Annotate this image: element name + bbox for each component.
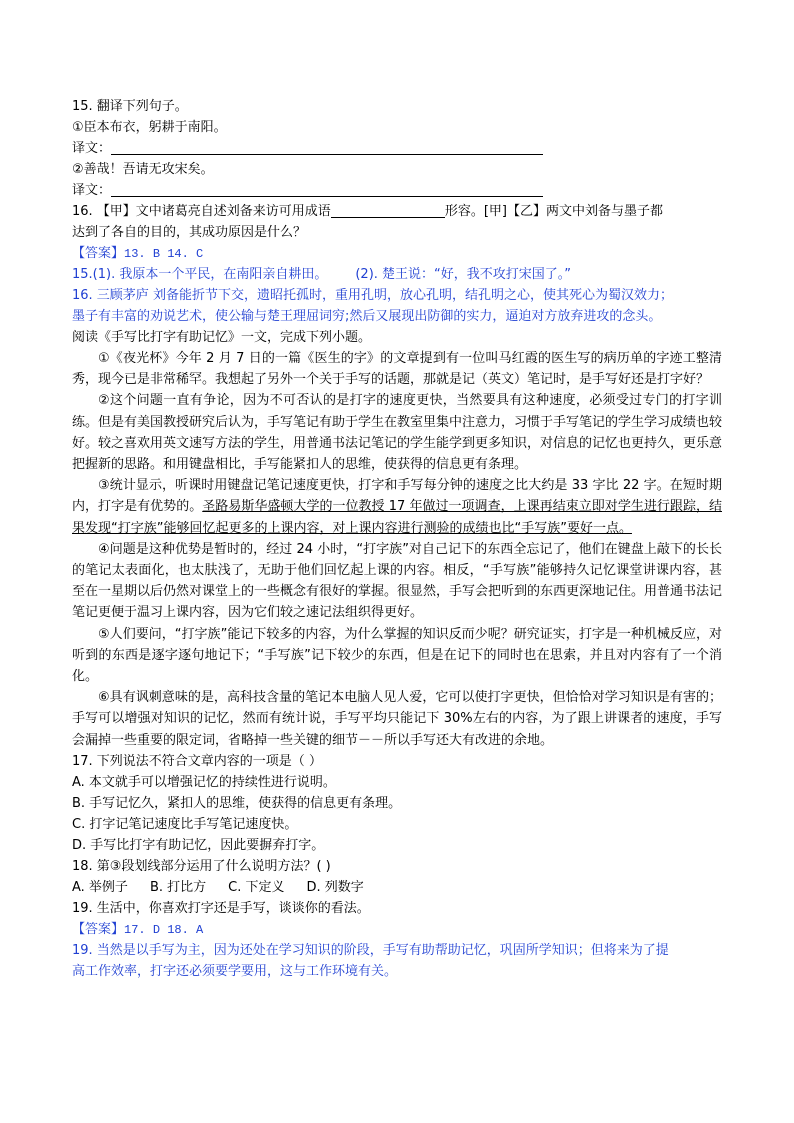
answer-blank (111, 140, 543, 155)
passage-paragraph-1: ①《夜光杯》今年 2 月 7 日的一篇《医生的字》的文章提到有一位叫马红霞的医生写的病历单的字迹工整清秀，现今已是非常稀罕。我想起了另外一个关于手写的话题，那就是记（英文）笔记时，是手写好还是打字好？ (72, 351, 722, 388)
answer-label: 【答案】 (72, 921, 125, 937)
q18-options (72, 877, 722, 898)
passage-paragraph-3: ③统计显示，听课时用键盘记笔记速度更快，打字和手写每分钟的速度之比大约是 33 字比 22 字。在短时期内，打字是有优势的。圣路易斯华盛顿大学的一位教授 17 年做过一项调查，上课再结束立即对学生进行跟踪，结果发现“打字族”能够回忆起更多的上课内容，对上课内容进行测验的成绩也比“手写族”要好一点。 (72, 478, 722, 536)
q16-line-2: 达到了各自的目的，其成功原因是什么？ (72, 225, 307, 240)
document-page (72, 96, 722, 982)
q18-option-b: B. 打比方 (149, 879, 207, 895)
passage-paragraph-4: ④问题是这种优势是暂时的，经过 24 小时，“打字族”对自己记下的东西全忘记了，他们在键盘上敲下的长长的笔记太表面化，也太肤浅了，无助于他们回忆起上课的内容。相反，“手写族”能够持久记忆课堂讲课内容，甚至在一星期以后仍然对课堂上的一些概念有很好的掌握。很显然，手写会把听到的东西更深地记住。用普通书法记笔记更便于温习上课内容，因为它们较之速记法组织得更好。 (72, 541, 723, 621)
q18-option-c: C. 下定义 (228, 879, 285, 895)
q19-title: 19. 生活中，你喜欢打字还是手写，谈谈你的看法。 (72, 900, 370, 916)
q18-option-d: D. 列数字 (306, 879, 364, 895)
passage-paragraph-5: ⑤人们要问，“打字族”能记下较多的内容，为什么掌握的知识反而少呢？研究证实，打字是一种机械反应，对听到的东西是逐字逐句地记下；“手写族”记下较少的东西，但是在记下的同时也在思索，并且对内容有了一个消化。 (72, 626, 722, 685)
answer-block-2-line-2: 19. 当然是以手写为主，因为还处在学习知识的阶段，手写有助帮助记忆，巩固所学知识；但将来为了提 (72, 942, 669, 958)
q17-title: 17. 下列说法不符合文章内容的一项是（ ） (72, 753, 322, 769)
answer-block-2-line-3: 高工作效率，打字还必须要学要用，这与工作环境有关。 (72, 963, 398, 979)
answer-block-1-line-2: 15.(1). 我原本一个平民，在南阳亲自耕田。 (2). 楚王说：“好，我不攻打宋国了。” (72, 267, 572, 282)
answer-label: 【答案】 (72, 246, 125, 261)
q15-translation-1 (72, 138, 722, 159)
answer-block-2-line-1: 【答案】17. D 18. A (72, 921, 204, 937)
q18-title: 18. 第③段划线部分运用了什么说明方法？( ) (72, 858, 331, 874)
idiom-blank (331, 203, 445, 218)
q15-sentence-1: ①臣本布衣，躬耕于南阳。 (72, 120, 227, 135)
q17-option-b: B. 手写记忆久，紧扣人的思维，使获得的信息更有条理。 (72, 795, 402, 811)
answer-blank (111, 182, 543, 197)
q15-title: 15. 翻译下列句子。 (72, 99, 188, 114)
q16-line-1: 16. 【甲】文中诸葛亮自述刘备来访可用成语 形容。[甲]【乙】两文中刘备与墨子都 (72, 204, 663, 219)
q17-option-c: C. 打字记笔记速度比手写笔记速度快。 (72, 816, 298, 832)
passage-intro: 阅读《手写比打字有助记忆》一文，完成下列小题。 (72, 330, 372, 345)
translation-label: 译文： (72, 183, 112, 198)
passage-paragraph-2: ②这个问题一直有争论，因为不可否认的是打字的速度更快，当然要具有这种速度，必须受过专门的打字训练。但是有美国教授研究后认为，手写笔记有助于学生在教室里集中注意力，习惯于手写笔记的学生学习成绩也较好。较之喜欢用英文速写方法的学生，用普通书法记笔记的学生能学到更多知识，对信息的记忆也更持久，更乐意把握新的思路。和用键盘相比，手写能紧扣人的思维，使获得的信息更有条理。 (72, 393, 723, 473)
passage-paragraph-6: ⑥具有讽刺意味的是，高科技含量的笔记本电脑人见人爱，它可以使打字更快，但恰恰对学习知识是有害的；手写可以增强对知识的记忆，然而有统计说，手写平均只能记下 30%左右的内容，为了跟上讲课者的速度，手写会漏掉一些重要的限定词，省略掉一些关键的细节－－所以手写还大有改进的余地。 (72, 690, 722, 748)
q17-option-d: D. 手写比打字有助记忆，因此要摒弃打字。 (72, 837, 325, 853)
translation-label: 译文： (72, 141, 112, 156)
answer-block-1-line-3: 16. 三顾茅庐 刘备能折节下交，遗昭托孤时，重用孔明，放心孔明，结孔明之心，使其死心为蜀汉效力； (72, 288, 673, 303)
answer-block-1-line-4: 墨子有丰富的劝说艺术，使公输与楚王理屈词穷;然后又展现出防御的实力，逼迫对方放弃进攻的念头。 (72, 309, 662, 324)
q17-option-a: A. 本文就手可以增强记忆的持续性进行说明。 (72, 774, 336, 790)
q15-translation-2 (72, 180, 722, 201)
q18-option-a: A. 举例子 (72, 879, 128, 895)
answer-block-1-line-1: 【答案】13. B 14. C (72, 246, 204, 261)
q15-sentence-2: ②善哉！吾请无攻宋矣。 (72, 162, 214, 177)
underlined-passage: 圣路易斯华盛顿大学的一位教授 17 年做过一项调查，上课再结束立即对学生进行跟踪，结果发现“打字族”能够回忆起更多的上课内容，对上课内容进行测验的成绩也比“手写族”要好一点。 (72, 499, 722, 536)
